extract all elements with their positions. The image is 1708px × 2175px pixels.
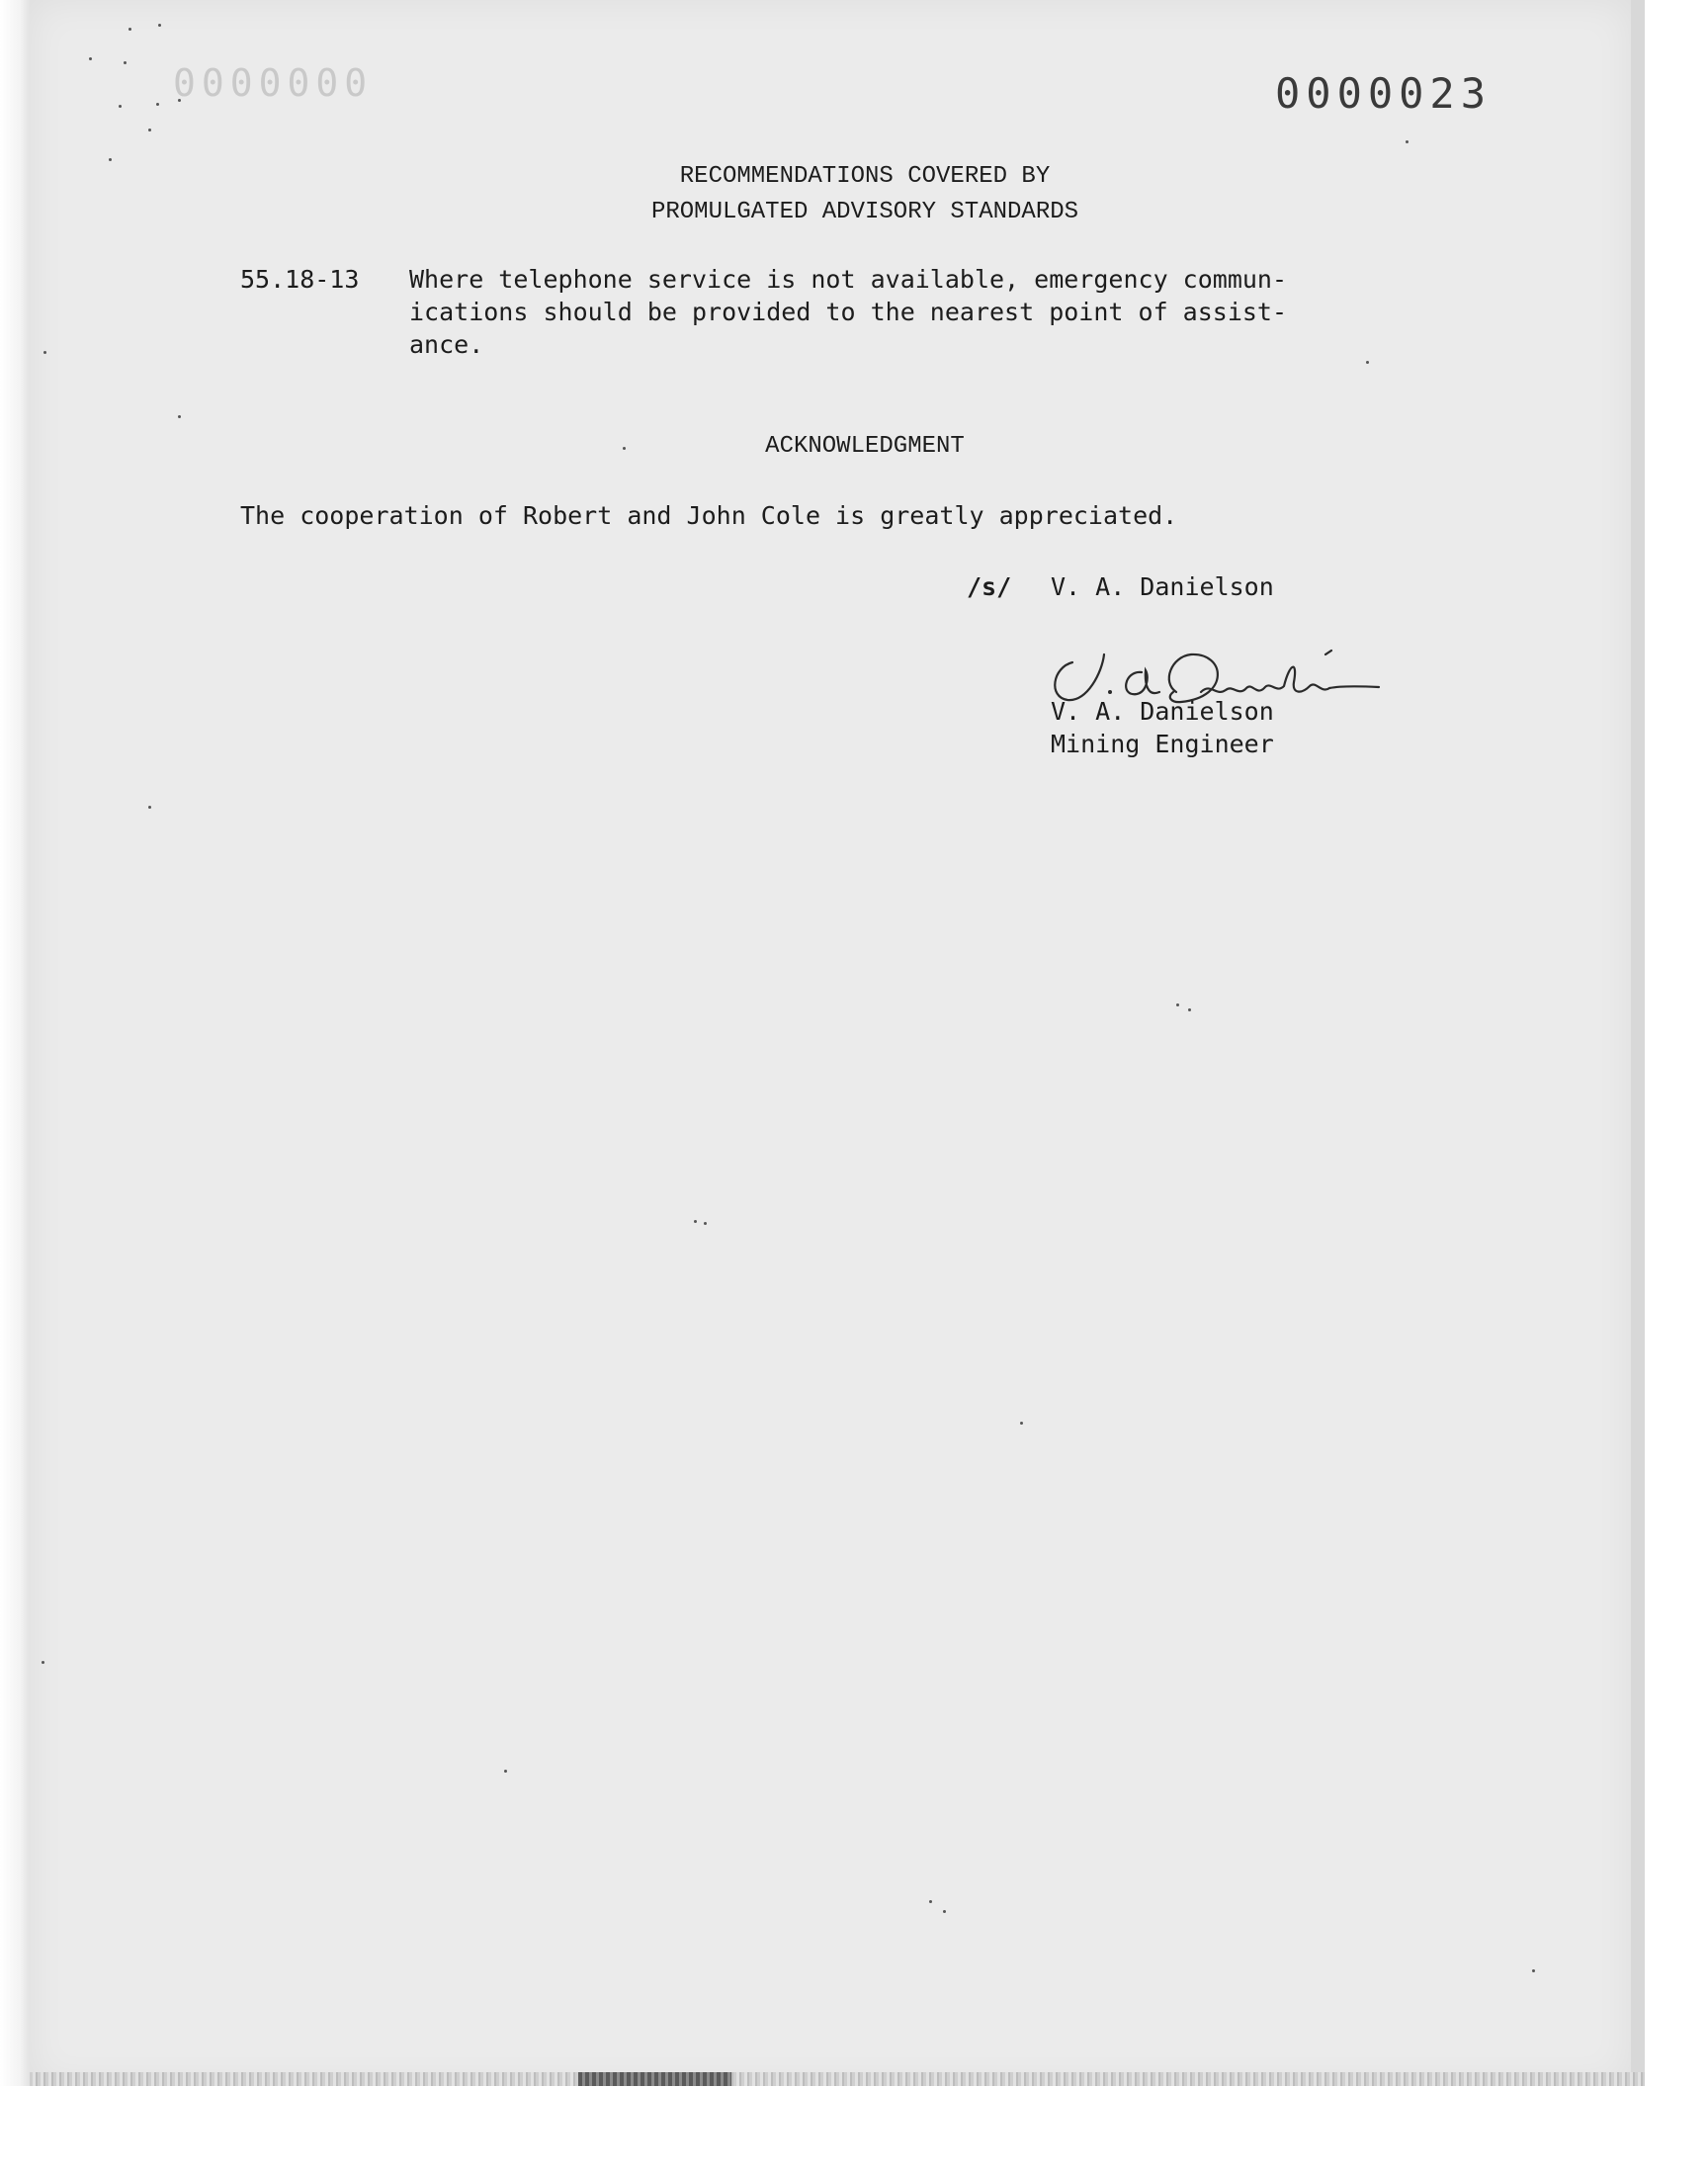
acknowledgment-text: The cooperation of Robert and John Cole is greatly appreciated. [240, 501, 1178, 530]
scan-bottom-edge [30, 2072, 1645, 2086]
signer-name: V. A. Danielson [1051, 697, 1274, 726]
heading-line-2: PROMULGATED ADVISORY STANDARDS [650, 199, 1079, 225]
recommendation-number: 55.18-13 [240, 265, 360, 294]
page-number-stamp: 0000023 [1275, 69, 1493, 118]
recommendation-text: Where telephone service is not available, emergency commun- ications should be provided to the nearest point of assist- ance. [409, 265, 1288, 359]
scan-left-edge [0, 0, 34, 2086]
signer-title: Mining Engineer [1051, 730, 1274, 758]
scan-bottom-dark-band [578, 2072, 731, 2086]
faint-page-number: 0000000 [173, 61, 374, 105]
heading-line-1: RECOMMENDATIONS COVERED BY [679, 163, 1051, 190]
signature-mark: /s/ [967, 572, 1012, 601]
acknowledgment-heading: ACKNOWLEDGMENT [765, 433, 965, 460]
typed-signer-name: V. A. Danielson [1051, 572, 1274, 601]
